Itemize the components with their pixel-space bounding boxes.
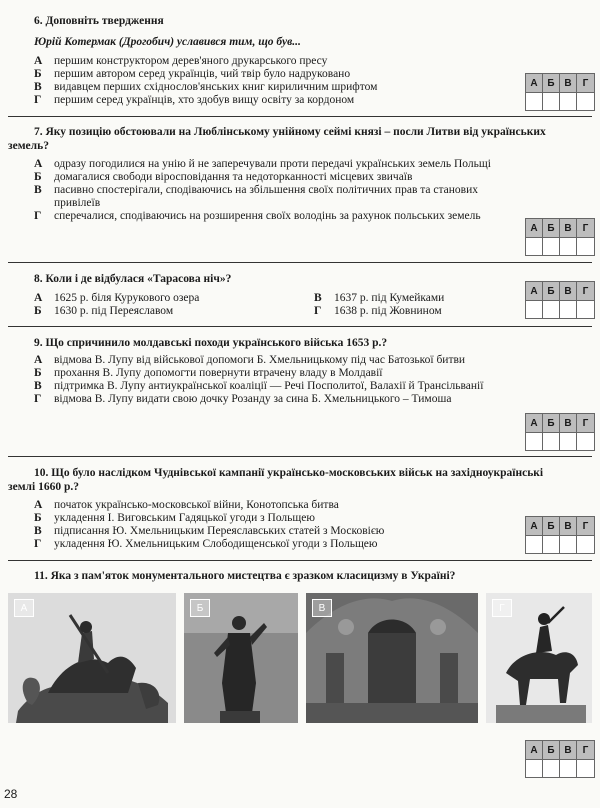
q7-title-line1: 7. Яку позицію обстоювали на Люблінському унійному сеймі князі – посли Литви від українських bbox=[34, 126, 546, 138]
answer-header-b: Б bbox=[543, 219, 560, 237]
answer-header-a: А bbox=[526, 741, 543, 759]
answer-cell-a[interactable] bbox=[526, 237, 543, 255]
page-number: 28 bbox=[4, 787, 18, 801]
answer-header-b: Б bbox=[543, 74, 560, 92]
answer-cell-g[interactable] bbox=[577, 759, 594, 777]
answer-header-v: В bbox=[560, 517, 577, 535]
option-letter: А bbox=[34, 55, 43, 67]
q7-answer-grid[interactable] bbox=[525, 218, 595, 256]
option-text: 1637 р. під Кумейками bbox=[334, 292, 445, 304]
q10-option-g[interactable] bbox=[34, 538, 512, 551]
q6-option-v[interactable] bbox=[34, 81, 474, 94]
q9-option-b[interactable] bbox=[34, 367, 512, 380]
option-text: відмова В. Лупу видати свою дочку Розанду за сина Б. Хмельницького – Тимоша bbox=[54, 393, 452, 405]
option-text: відмова В. Лупу від військової допомоги Б. Хмельницькому під час Батозької битви bbox=[54, 354, 466, 366]
answer-cell-v[interactable] bbox=[560, 237, 577, 255]
answer-header-g: Г bbox=[577, 517, 594, 535]
answer-header-v: В bbox=[560, 74, 577, 92]
answer-header-v: В bbox=[560, 741, 577, 759]
answer-header-a: А bbox=[526, 219, 543, 237]
option-text: домагалися свободи віросповідання та недоторканності місцевих звичаїв bbox=[54, 171, 413, 183]
option-text: першим автором серед українців, чий твір було надруковано bbox=[54, 68, 351, 80]
option-letter: В bbox=[34, 525, 42, 537]
option-letter: А bbox=[34, 354, 43, 366]
answer-cell-g[interactable] bbox=[577, 237, 594, 255]
answer-header-g: Г bbox=[577, 282, 594, 300]
q9-option-g[interactable] bbox=[34, 393, 512, 406]
answer-cell-v[interactable] bbox=[560, 759, 577, 777]
q8-option-v[interactable] bbox=[314, 292, 514, 305]
q9-option-v[interactable] bbox=[34, 380, 512, 393]
option-letter: В bbox=[314, 292, 322, 304]
answer-cell-b[interactable] bbox=[543, 535, 560, 553]
answer-cell-v[interactable] bbox=[560, 92, 577, 110]
q7-title-line2: земель? bbox=[8, 140, 49, 152]
separator bbox=[8, 262, 592, 263]
option-letter: В bbox=[34, 184, 42, 196]
answer-cell-b[interactable] bbox=[543, 432, 560, 450]
answer-header-g: Г bbox=[577, 414, 594, 432]
option-letter: Г bbox=[34, 210, 42, 222]
q7-option-a[interactable] bbox=[34, 158, 512, 171]
q9-answer-grid[interactable] bbox=[525, 413, 595, 451]
option-text: укладення І. Виговським Гадяцької угоди з Польщею bbox=[54, 512, 315, 524]
image-tag-a: А bbox=[14, 599, 34, 617]
q10-title bbox=[8, 466, 594, 494]
answer-cell-v[interactable] bbox=[560, 300, 577, 318]
option-text: пасивно спостерігали, сподіваючись на збільшення своїх політичних прав та станових привілеїв bbox=[54, 184, 479, 209]
option-letter: Г bbox=[34, 94, 42, 106]
option-text: прохання В. Лупу допомогти повернути втрачену владу в Молдавії bbox=[54, 367, 383, 379]
answer-header-a: А bbox=[526, 282, 543, 300]
option-letter: Б bbox=[34, 305, 42, 317]
option-letter: Г bbox=[314, 305, 322, 317]
answer-header-g: Г bbox=[577, 219, 594, 237]
answer-header-v: В bbox=[560, 414, 577, 432]
option-letter: В bbox=[34, 81, 42, 93]
option-text: одразу погодилися на унію й не заперечували проти передачі українських земель Польщі bbox=[54, 158, 491, 170]
option-letter: Б bbox=[34, 68, 42, 80]
image-tag-b: Б bbox=[190, 599, 210, 617]
q11-image-v[interactable] bbox=[306, 593, 478, 723]
option-text: підтримка В. Лупу антиукраїнської коаліції — Речі Посполитої, Валахії й Трансільванії bbox=[54, 380, 484, 392]
answer-header-v: В bbox=[560, 219, 577, 237]
option-text: укладення Ю. Хмельницьким Слободищенської угоди з Польщею bbox=[54, 538, 378, 550]
q7-title bbox=[8, 125, 594, 153]
q10-option-b[interactable] bbox=[34, 512, 512, 525]
q8-option-a[interactable] bbox=[34, 292, 304, 305]
separator bbox=[8, 326, 592, 327]
q6-options bbox=[34, 55, 474, 107]
answer-header-b: Б bbox=[543, 741, 560, 759]
answer-cell-g[interactable] bbox=[577, 432, 594, 450]
answer-cell-g[interactable] bbox=[577, 300, 594, 318]
answer-header-g: Г bbox=[577, 74, 594, 92]
answer-cell-g[interactable] bbox=[577, 535, 594, 553]
q6-option-a[interactable] bbox=[34, 55, 474, 68]
answer-header-g: Г bbox=[577, 741, 594, 759]
image-tag-g: Г bbox=[492, 599, 512, 617]
q6-intro: Юрій Котермак (Дрогобич) уславився тим, що був... bbox=[34, 36, 301, 48]
answer-cell-v[interactable] bbox=[560, 432, 577, 450]
q10-title-line1: 10. Що було наслідком Чуднівської кампанії українсько-московських військ на західноукраїнські bbox=[34, 467, 544, 479]
answer-header-v: В bbox=[560, 282, 577, 300]
q11-image-a[interactable] bbox=[8, 593, 176, 723]
q10-title-line2: землі 1660 р.? bbox=[8, 481, 79, 493]
q9-title: 9. Що спричинило молдавські походи українського війська 1653 р.? bbox=[34, 337, 388, 349]
answer-cell-a[interactable] bbox=[526, 535, 543, 553]
q7-option-g[interactable] bbox=[34, 210, 512, 223]
option-text: 1638 р. під Жовнином bbox=[334, 305, 442, 317]
answer-cell-v[interactable] bbox=[560, 535, 577, 553]
q8-options-left bbox=[34, 292, 304, 318]
q8-option-g[interactable] bbox=[314, 305, 514, 318]
answer-header-b: Б bbox=[543, 282, 560, 300]
separator bbox=[8, 116, 592, 117]
answer-cell-b[interactable] bbox=[543, 759, 560, 777]
option-letter: Б bbox=[34, 171, 42, 183]
separator bbox=[8, 456, 592, 457]
q7-option-v[interactable] bbox=[34, 184, 512, 210]
q10-options bbox=[34, 499, 512, 551]
option-letter: Б bbox=[34, 512, 42, 524]
q11-answer-grid[interactable] bbox=[525, 740, 595, 778]
option-letter: Б bbox=[34, 367, 42, 379]
option-text: 1630 р. під Переяславом bbox=[54, 305, 174, 317]
answer-header-b: Б bbox=[543, 414, 560, 432]
option-text: першим серед українців, хто здобув вищу освіту за кордоном bbox=[54, 94, 355, 106]
answer-cell-a[interactable] bbox=[526, 432, 543, 450]
q9-option-a[interactable] bbox=[34, 354, 512, 367]
option-letter: В bbox=[34, 380, 42, 392]
option-letter: А bbox=[34, 292, 43, 304]
q8-option-b[interactable] bbox=[34, 305, 304, 318]
q6-title: 6. Доповніть твердження bbox=[34, 15, 164, 27]
answer-header-a: А bbox=[526, 517, 543, 535]
option-text: підписання Ю. Хмельницьким Переяславських статей з Московією bbox=[54, 525, 385, 537]
option-letter: Г bbox=[34, 538, 42, 550]
q8-answer-grid[interactable] bbox=[525, 281, 595, 319]
separator bbox=[8, 560, 592, 561]
option-text: 1625 р. біля Курукового озера bbox=[54, 292, 200, 304]
q11-image-g[interactable] bbox=[486, 593, 592, 723]
q7-option-b[interactable] bbox=[34, 171, 512, 184]
q6-answer-grid[interactable] bbox=[525, 73, 595, 111]
answer-header-a: А bbox=[526, 74, 543, 92]
q6-option-g[interactable] bbox=[34, 94, 474, 107]
image-tag-v: В bbox=[312, 599, 332, 617]
answer-cell-b[interactable] bbox=[543, 92, 560, 110]
option-text: сперечалися, сподіваючись на розширення своїх володінь за рахунок польських земель bbox=[54, 210, 481, 222]
q11-image-b[interactable] bbox=[184, 593, 298, 723]
answer-cell-a[interactable] bbox=[526, 92, 543, 110]
q7-options bbox=[34, 158, 512, 223]
q8-options-right bbox=[314, 292, 514, 318]
q6-option-b[interactable] bbox=[34, 68, 474, 81]
q9-options bbox=[34, 354, 512, 406]
answer-cell-a[interactable] bbox=[526, 759, 543, 777]
answer-cell-g[interactable] bbox=[577, 92, 594, 110]
option-letter: А bbox=[34, 158, 43, 170]
option-text: початок українсько-московської війни, Конотопська битва bbox=[54, 499, 339, 511]
option-letter: Г bbox=[34, 393, 42, 405]
answer-cell-b[interactable] bbox=[543, 237, 560, 255]
q8-title: 8. Коли і де відбулася «Тарасова ніч»? bbox=[34, 273, 232, 285]
q10-answer-grid[interactable] bbox=[525, 516, 595, 554]
option-text: першим конструктором дерев'яного друкарського пресу bbox=[54, 55, 328, 67]
answer-header-b: Б bbox=[543, 517, 560, 535]
q10-option-v[interactable] bbox=[34, 525, 512, 538]
q10-option-a[interactable] bbox=[34, 499, 512, 512]
answer-header-a: А bbox=[526, 414, 543, 432]
answer-cell-a[interactable] bbox=[526, 300, 543, 318]
option-letter: А bbox=[34, 499, 43, 511]
answer-cell-b[interactable] bbox=[543, 300, 560, 318]
option-text: видавцем перших східнослов'янських книг кириличним шрифтом bbox=[54, 81, 378, 93]
q11-title: 11. Яка з пам'яток монументального мистецтва є зразком класицизму в Україні? bbox=[34, 570, 456, 582]
